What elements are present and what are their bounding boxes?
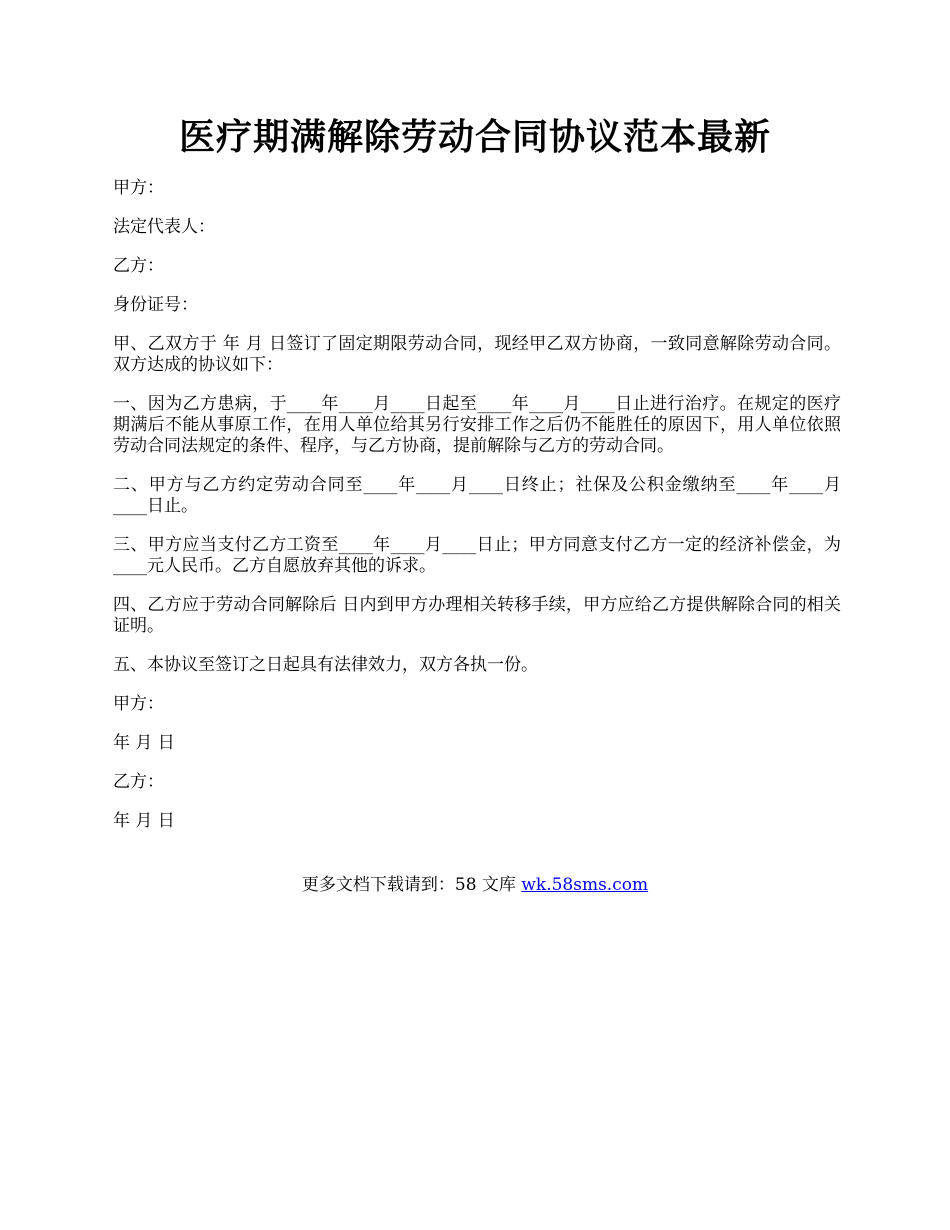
footer-link[interactable]: wk.58sms.com <box>521 875 649 895</box>
preamble-paragraph: 甲、乙双方于 年 月 日签订了固定期限劳动合同，现经甲乙双方协商，一致同意解除劳动合同。双方达成的协议如下： <box>113 334 841 375</box>
footer <box>0 874 950 896</box>
footer-text: 更多文档下载请到：58 文库 <box>301 875 522 895</box>
clause-1: 一、因为乙方患病，于____年____月____日起至____年____月____日止进行治疗。在规定的医疗期满后不能从事原工作，在用人单位给其另行安排工作之后仍不能胜任的原因下，用人单位依照劳动合同法规定的条件、程序，与乙方协商，提前解除与乙方的劳动合同。 <box>113 394 841 456</box>
signature-date-a: 年 月 日 <box>113 733 175 753</box>
clause-2: 二、甲方与乙方约定劳动合同至____年____月____日终止；社保及公积金缴纳至____年____月____日止。 <box>113 475 841 516</box>
legal-representative-label: 法定代表人： <box>113 217 215 237</box>
party-b-label: 乙方： <box>113 256 164 276</box>
document-body <box>113 178 841 850</box>
clause-4: 四、乙方应于劳动合同解除后 日内到甲方办理相关转移手续，甲方应给乙方提供解除合同的相关证明。 <box>113 595 841 636</box>
signature-date-b: 年 月 日 <box>113 811 175 831</box>
document-title: 医疗期满解除劳动合同协议范本最新 <box>178 116 771 158</box>
signature-party-b: 乙方： <box>113 772 164 792</box>
clause-3: 三、甲方应当支付乙方工资至____年____月____日止；甲方同意支付乙方一定的经济补偿金，为____元人民币。乙方自愿放弃其他的诉求。 <box>113 535 841 576</box>
clause-5: 五、本协议至签订之日起具有法律效力，双方各执一份。 <box>113 655 538 675</box>
signature-party-a: 甲方： <box>113 694 164 714</box>
party-a-label: 甲方： <box>113 178 164 198</box>
id-number-label: 身份证号： <box>113 295 198 315</box>
